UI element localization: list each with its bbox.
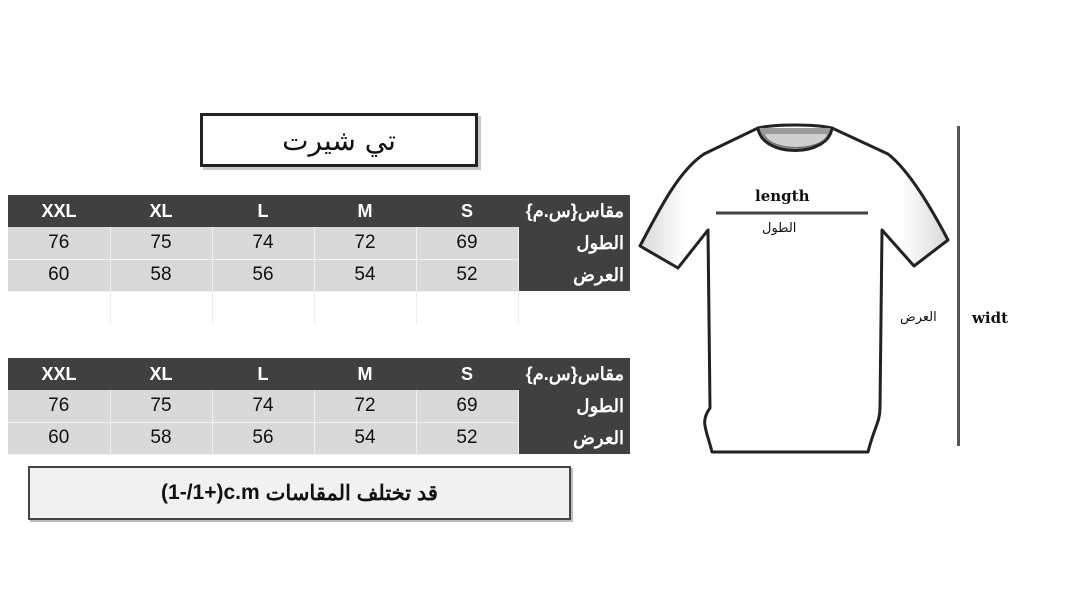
table-cell: 72 (314, 390, 416, 422)
table-row (8, 259, 630, 291)
table-header-row (8, 358, 630, 390)
size-header-m: M (314, 195, 416, 227)
row-label-width: العرض (518, 259, 630, 291)
table-cell: 75 (110, 227, 212, 259)
table-row (8, 390, 630, 422)
table-cell: 72 (314, 227, 416, 259)
size-header-xl: XL (110, 358, 212, 390)
table-cell: 69 (416, 390, 518, 422)
header-label: مقاس{س.م} (518, 358, 630, 390)
row-label-width: العرض (518, 422, 630, 454)
table-row (8, 422, 630, 454)
size-header-l: L (212, 195, 314, 227)
size-header-l: L (212, 358, 314, 390)
tshirt-outline (640, 125, 948, 452)
table-cell: 52 (416, 422, 518, 454)
tshirt-illustration (636, 118, 956, 463)
width-label-ar: العرض (900, 310, 937, 325)
table-cell: 56 (212, 422, 314, 454)
table-cell: 60 (8, 422, 110, 454)
table-blank-row (8, 291, 630, 324)
length-label-en: length (755, 187, 810, 205)
table-cell: 74 (212, 227, 314, 259)
length-label-ar: الطول (762, 221, 797, 236)
size-note-text: قد تختلف المقاسات (265, 481, 438, 505)
size-tolerance: (1-/1+)c.m (161, 481, 260, 504)
page-title: تي شيرت (282, 123, 396, 157)
size-header-s: S (416, 195, 518, 227)
table-header-row (8, 195, 630, 227)
table-cell: 76 (8, 390, 110, 422)
header-label: مقاس{س.م} (518, 195, 630, 227)
table-row (8, 227, 630, 259)
size-header-xxl: XXL (8, 195, 110, 227)
table-cell: 74 (212, 390, 314, 422)
table-cell: 75 (110, 390, 212, 422)
table-cell: 58 (110, 259, 212, 291)
size-header-xxl: XXL (8, 358, 110, 390)
table-cell: 58 (110, 422, 212, 454)
table-cell: 54 (314, 422, 416, 454)
table-cell: 60 (8, 259, 110, 291)
table-cell: 54 (314, 259, 416, 291)
title-box (200, 113, 478, 167)
size-header-m: M (314, 358, 416, 390)
table-cell: 76 (8, 227, 110, 259)
size-header-s: S (416, 358, 518, 390)
size-header-xl: XL (110, 195, 212, 227)
size-table-1 (8, 195, 630, 324)
table-cell: 56 (212, 259, 314, 291)
row-label-length: الطول (518, 227, 630, 259)
table-cell: 69 (416, 227, 518, 259)
row-label-length: الطول (518, 390, 630, 422)
size-table-2 (8, 358, 630, 455)
width-label-en: widt (972, 309, 1009, 327)
table-cell: 52 (416, 259, 518, 291)
width-measure-line (957, 126, 960, 446)
size-note-box (28, 466, 571, 520)
